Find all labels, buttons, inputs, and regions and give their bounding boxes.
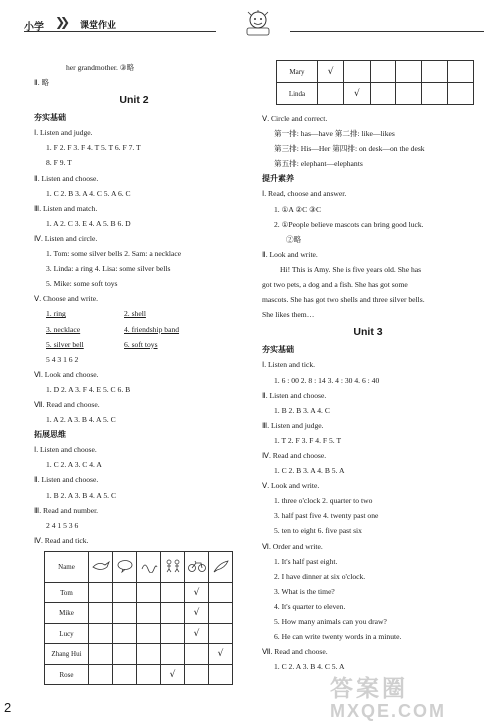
tick-cell [422,83,448,105]
question-heading: Ⅰ. Listen and tick. [262,360,316,370]
answer-line: 6. He can write twenty words in a minute. [274,632,402,642]
answer-line: 1. D 2. A 3. F 4. E 5. C 6. B [46,384,131,394]
table-header-row [45,551,233,582]
double-chevron-icon: ❯❯ [55,15,66,29]
tick-cell [161,582,185,603]
question-heading: Ⅵ. Order and write. [262,541,323,551]
answer-line: 1. A 2. C 3. E 4. A 5. B 6. D [46,218,131,228]
question-heading: Ⅱ. Listen and choose. [34,173,99,183]
answer-line: 3. half past five 4. twenty past one [274,511,379,521]
row-name: Zhang Hui [45,644,89,665]
watermark-line: MXQE.COM [330,701,447,721]
tick-cell [89,664,113,685]
answer-line: 1. C 2. B 3. A 4. B 5. A [274,466,345,476]
row-name: Lucy [45,623,89,644]
answer-line: 第三排: His—Her 第四排: on desk—on the desk [274,144,425,154]
tick-cell [185,644,209,665]
row-name: Mary [277,61,318,83]
table-row [45,582,233,603]
paragraph-line: mascots. She has got two shells and three silver bells. [262,295,425,305]
table-row [45,664,233,685]
tick-cell [137,664,161,685]
name-header: Name [45,551,89,582]
tick-cell [209,603,233,624]
tick-cell [89,603,113,624]
answer-line: 2 4 1 5 3 6 [46,520,79,530]
section-heading: 提升素养 [262,174,294,184]
answer-line: 1. Tom: some silver bells 2. Sam: a necklace [46,249,182,259]
squiggle-toy-icon [137,551,161,582]
feather-icon [209,551,233,582]
answer-line: 2. I have dinner at six o'clock. [274,571,366,581]
tick-cell [89,582,113,603]
course-title: 课堂作业 [80,20,117,30]
page-header [24,14,484,34]
tick-cell [113,623,137,644]
answer-line: 1. 6 : 00 2. 8 : 14 3. 4 : 30 4. 6 : 40 [274,375,380,385]
answer-line: 1. It's half past eight. [274,556,338,566]
answer-line: ②略 [286,234,302,244]
question-heading: Ⅴ. Circle and correct. [262,114,328,123]
tick-cell [317,83,343,105]
answer-line: 2. ①People believe mascots can bring good luck. [274,219,424,229]
paragraph-line: got two pets, a dog and a fish. She has got some [262,280,408,290]
tick-cell [137,603,161,624]
tick-cell [161,644,185,665]
text-line: Ⅱ. 略 [34,78,50,88]
section-heading: 拓展思维 [34,430,66,440]
choice-answer: 1. ring [46,309,66,319]
tick-table-continued [276,60,474,105]
question-heading: Ⅲ. Listen and match. [34,203,98,213]
answer-line: 1. A 2. A 3. B 4. A 5. C [46,415,116,425]
table-row [277,83,474,105]
answer-line: 8. F 9. T [46,158,72,168]
table-row [45,644,233,665]
text-line: her grandmother. ③略 [66,63,135,72]
answer-line: 1. three o'clock 2. quarter to two [274,496,373,506]
tick-cell: √ [161,664,185,685]
watermark-line: 答案圈 [330,675,408,701]
question-heading: Ⅱ. Listen and choose. [262,390,327,400]
answer-line: 1. ①A ②C ③C [274,204,322,214]
tick-cell [422,61,448,83]
choice-answer: 6. soft toys [124,339,158,349]
choice-answer: 4. friendship band [124,324,180,334]
cartoon-mascot-icon [237,10,279,36]
tick-cell [209,664,233,685]
tick-cell [370,61,396,83]
answer-line: 5. ten to eight 6. five past six [274,526,362,536]
row-name: Mike [45,603,89,624]
section-heading: 夯实基础 [262,345,294,355]
header-rule-right [290,31,484,32]
question-heading: Ⅵ. Look and choose. [34,369,99,379]
choice-answer: 2. shell [124,309,146,319]
tick-cell: √ [185,623,209,644]
question-heading: Ⅶ. Read and choose. [262,647,328,657]
question-heading: Ⅲ. Read and number. [34,505,99,515]
answer-line: 3. What is the time? [274,586,335,596]
question-heading: Ⅴ. Look and write. [262,481,320,491]
question-heading: Ⅰ. Listen and choose. [34,445,97,455]
answer-line: 3. Linda: a ring 4. Lisa: some silver bells [46,264,171,274]
answer-line: 1. C 2. A 3. C 4. A [46,460,102,470]
tick-cell [113,582,137,603]
bird-icon [89,551,113,582]
tick-cell [137,644,161,665]
question-heading: Ⅳ. Read and tick. [34,535,89,545]
answer-line: 1. T 2. F 3. F 4. F 5. T [274,435,342,445]
answer-line [34,337,234,352]
page-number: 2 [4,700,12,715]
tick-cell [137,582,161,603]
answer-line: 1. F 2. F 3. F 4. T 5. T 6. F 7. T [46,143,141,153]
tick-cell [113,603,137,624]
tick-cell [161,603,185,624]
tick-cell [161,623,185,644]
tick-cell [448,83,474,105]
tick-cell: √ [185,603,209,624]
unit-title: Unit 2 [119,94,149,107]
answer-line: 5 4 3 1 6 2 [46,354,79,364]
tick-cell [344,61,370,83]
tick-cell: √ [209,644,233,665]
answer-line: 4. It's quarter to eleven. [274,601,346,611]
answer-line: 5. How many animals can you draw? [274,617,387,626]
answer-line: 第一排: has—have 第二排: like—likes [274,129,395,139]
tick-cell [113,664,137,685]
school-level: 小学 [24,22,44,33]
answer-line: 1. B 2. A 3. B 4. A 5. C [46,490,117,500]
question-heading: Ⅴ. Choose and write. [34,294,99,304]
answer-line: 1. C 2. A 3. B 4. C 5. A [274,662,345,672]
paragraph-line: She likes them… [262,310,315,320]
right-column [262,60,474,674]
watermark-logo [330,670,446,722]
answer-line: 第五排: elephant—elephants [274,159,363,169]
tick-cell [89,644,113,665]
row-name: Linda [277,83,318,105]
question-heading: Ⅳ. Listen and circle. [34,233,98,243]
left-column [34,60,234,685]
tick-cell [209,623,233,644]
paragraph-line: Hi! This is Amy. She is five years old. She has [280,264,422,274]
question-heading: Ⅰ. Read, choose and answer. [262,189,347,199]
question-heading: Ⅲ. Listen and judge. [262,420,324,430]
section-heading: 夯实基础 [34,113,66,123]
answer-line [34,306,234,321]
table-row [45,603,233,624]
tick-cell [113,644,137,665]
tick-cell [185,664,209,685]
question-heading: Ⅱ. Listen and choose. [34,475,99,485]
header-rule-left [24,31,216,32]
answer-line: 5. Mike: some soft toys [46,279,118,289]
tick-table [44,551,233,686]
tick-cell [209,582,233,603]
tick-cell [137,623,161,644]
tick-cell: √ [344,83,370,105]
speech-bubble-icon [113,551,137,582]
choice-answer: 5. silver bell [46,339,84,349]
tick-cell [448,61,474,83]
tick-cell [396,83,422,105]
tick-cell [396,61,422,83]
people-icon [161,551,185,582]
tick-cell [89,623,113,644]
answer-line: 1. C 2. B 3. A 4. C 5. A 6. C [46,188,131,198]
tick-cell: √ [317,61,343,83]
answer-line [34,322,234,337]
question-heading: Ⅱ. Look and write. [262,249,318,259]
tick-cell: √ [185,582,209,603]
row-name: Rose [45,664,89,685]
table-row [45,623,233,644]
bicycle-icon [185,551,209,582]
answer-line: 1. B 2. B 3. A 4. C [274,405,330,415]
unit-title: Unit 3 [353,326,383,339]
choice-answer: 3. necklace [46,324,81,334]
question-heading: Ⅰ. Listen and judge. [34,128,93,138]
question-heading: Ⅳ. Read and choose. [262,450,327,460]
tick-cell [370,83,396,105]
table-row [277,61,474,83]
row-name: Tom [45,582,89,603]
question-heading: Ⅶ. Read and choose. [34,399,100,409]
